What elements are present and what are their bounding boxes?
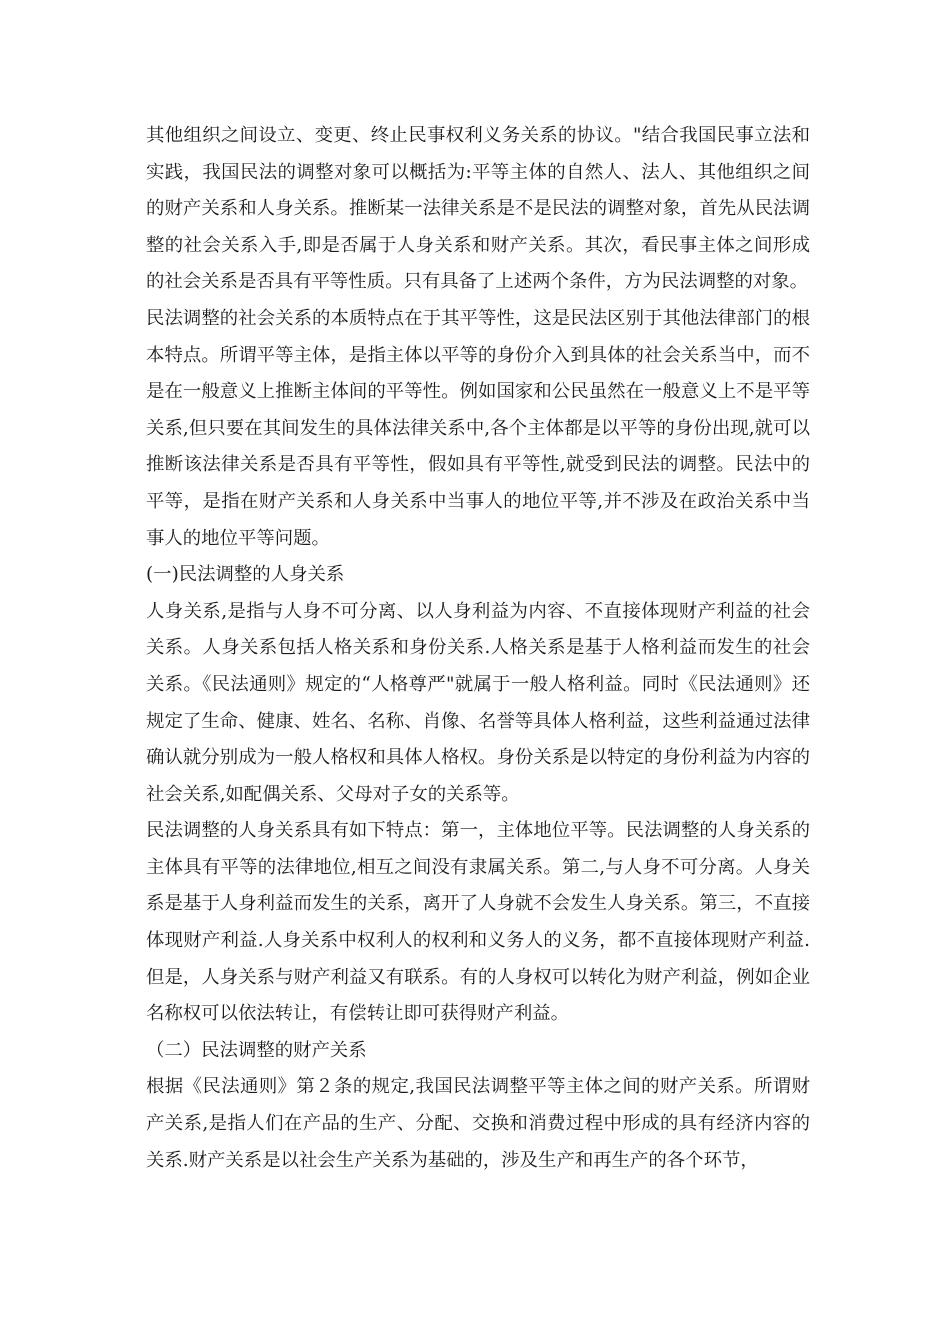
paragraph-property-relations-definition: 根据《民法通则》第２条的规定,我国民法调整平等主体之间的财产关系。所谓财产关系,是指人们在产品的生产、分配、交换和消费过程中形成的具有经济内容的关系.财产关系是以社会生产关系为基础的，涉及生产和再生产的各个环节， (146, 1076, 810, 1171)
paragraph-adjustment-object: 其他组织之间设立、变更、终止民事权利义务关系的协议。"结合我国民事立法和实践，我国民法的调整对象可以概括为:平等主体的自然人、法人、其他组织之间的财产关系和人身关系。推断某一法律关系是不是民法的调整对象，首先从民法调整的社会关系入手,即是否属于人身关系和财产关系。其次，看民事主体之间形成的社会关系是否具有平等性质。只有具备了上述两个条件，方为民法调整的对象。 (146, 125, 810, 293)
section-heading-personal-relations: (一)民法调整的人身关系 (146, 564, 345, 586)
paragraph-personal-relations-definition: 人身关系,是指与人身不可分离、以人身利益为内容、不直接体现财产利益的社会关系。人身关系包括人格关系和身份关系.人格关系是基于人格利益而发生的社会关系。《民法通则》规定的“人格尊严"就属于一般人格利益。同时《民法通则》还规定了生命、健康、姓名、名称、肖像、名誉等具体人格利益，这些利益通过法律确认就分别成为一般人格权和具体人格权。身份关系是以特定的身份利益为内容的社会关系,如配偶关系、父母对子女的关系等。 (146, 600, 810, 805)
paragraph-equality-nature: 民法调整的社会关系的本质特点在于其平等性，这是民法区别于其他法律部门的根本特点。所谓平等主体，是指主体以平等的身份介入到具体的社会关系当中，而不是在一般意义上推断主体间的平等性。例如国家和公民虽然在一般意义上不是平等关系,但只要在其间发生的具体法律关系中,各个主体都是以平等的身份出现,就可以推断该法律关系是否具有平等性，假如具有平等性,就受到民法的调整。民法中的平等，是指在财产关系和人身关系中当事人的地位平等,并不涉及在政治关系中当事人的地位平等问题。 (146, 307, 810, 549)
paragraph-personal-relations-features: 民法调整的人身关系具有如下特点：第一，主体地位平等。民法调整的人身关系的主体具有平等的法律地位,相互之间没有隶属关系。第二,与人身不可分离。人身关系是基于人身利益而发生的关系，离开了人身就不会发生人身关系。第三，不直接体现财产利益.人身关系中权利人的权利和义务人的义务，都不直接体现财产利益.但是，人身关系与财产利益又有联系。有的人身权可以转化为财产利益，例如企业名称权可以依法转让，有偿转让即可获得财产利益。 (146, 820, 810, 1025)
section-heading-property-relations: （二）民法调整的财产关系 (146, 1039, 367, 1061)
document-body (146, 118, 810, 1179)
